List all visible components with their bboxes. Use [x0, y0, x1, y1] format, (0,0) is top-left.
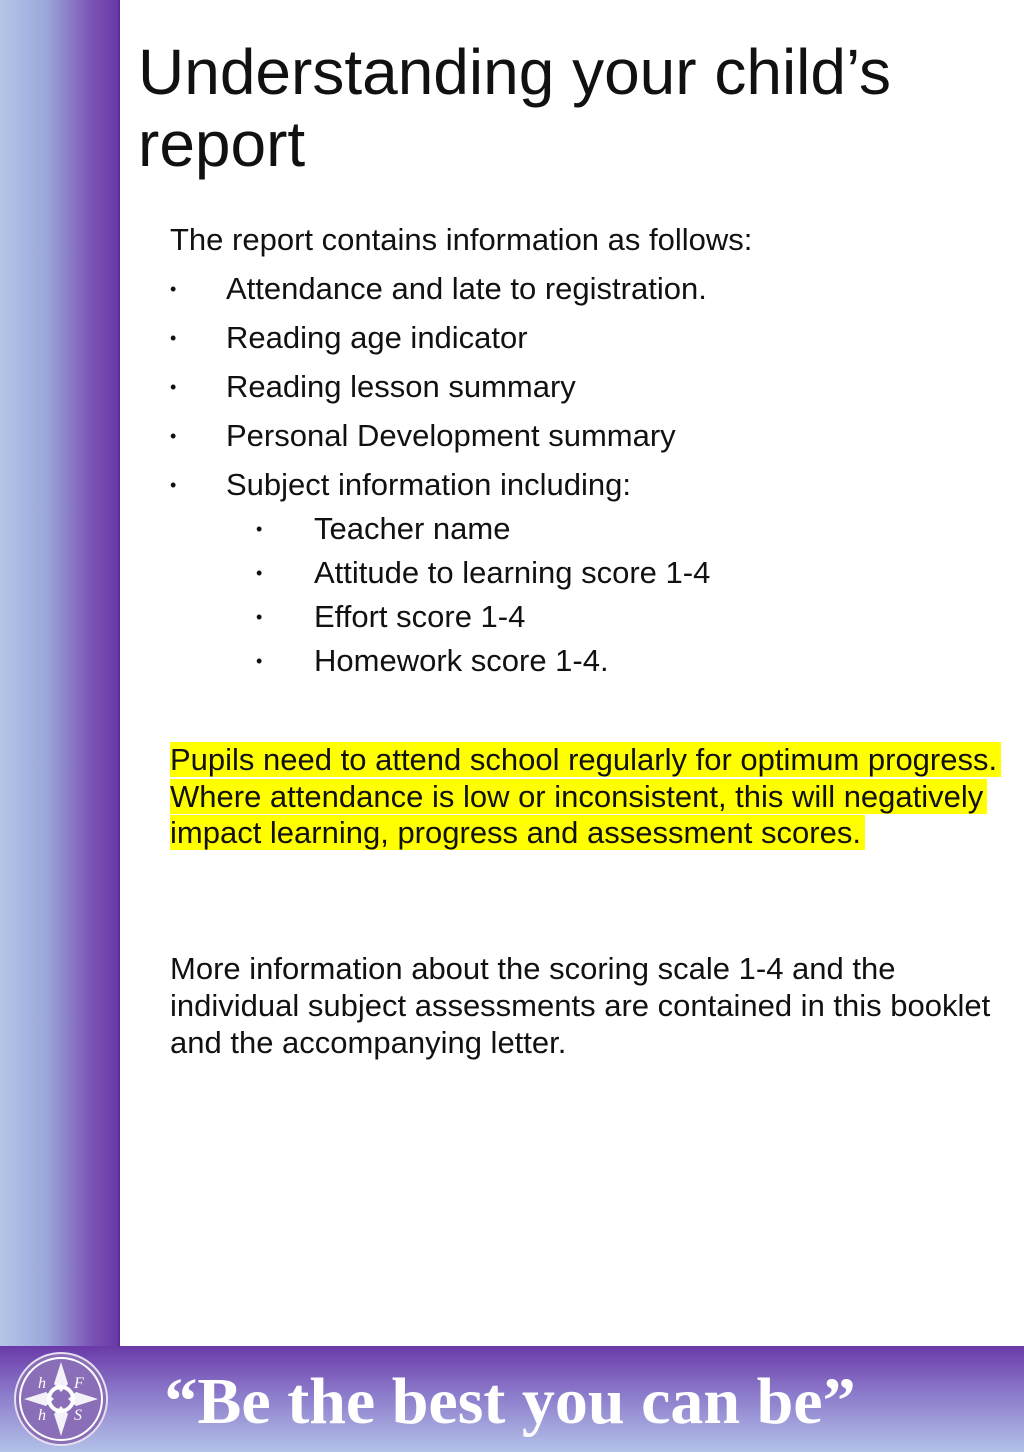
page-title: Understanding your child’s report: [138, 36, 892, 180]
intro-text: The report contains information as follows:: [170, 222, 753, 257]
sub-list-item: • Effort score 1-4: [226, 599, 1010, 635]
more-information-text: More information about the scoring scale 1-4 and the individual subject assessments are contained in this booklet and the accompanying letter.: [170, 951, 991, 1060]
list-item-subject-info: [170, 467, 1010, 679]
svg-text:h: h: [38, 1407, 46, 1424]
school-motto: “Be the best you can be”: [164, 1365, 856, 1438]
sub-list-item: • Teacher name: [226, 511, 1010, 547]
highlighted-text: Pupils need to attend school regularly for optimum progress. Where attendance is low or inconsistent, this will negatively impact learning, progress and assessment scores.: [170, 742, 1001, 850]
left-decorative-bar: [0, 0, 120, 1346]
list-item: • Personal Development summary: [170, 418, 1010, 454]
list-item: • Reading age indicator: [170, 320, 1010, 356]
svg-text:F: F: [74, 1375, 84, 1392]
svg-text:S: S: [74, 1407, 82, 1424]
svg-text:h: h: [38, 1375, 46, 1392]
sub-list-item: • Homework score 1-4.: [226, 643, 1010, 679]
report-contents-list: [170, 271, 1010, 679]
subject-info-sublist: [226, 511, 1010, 679]
attendance-notice: [170, 742, 1010, 852]
school-crest-icon: [14, 1352, 108, 1446]
list-item: • Attendance and late to registration.: [170, 271, 1010, 307]
list-item: • Reading lesson summary: [170, 369, 1010, 405]
list-item-label: Subject information including:: [226, 467, 631, 502]
sub-list-item: • Attitude to learning score 1-4: [226, 555, 1010, 591]
report-contents-section: [170, 222, 1010, 692]
